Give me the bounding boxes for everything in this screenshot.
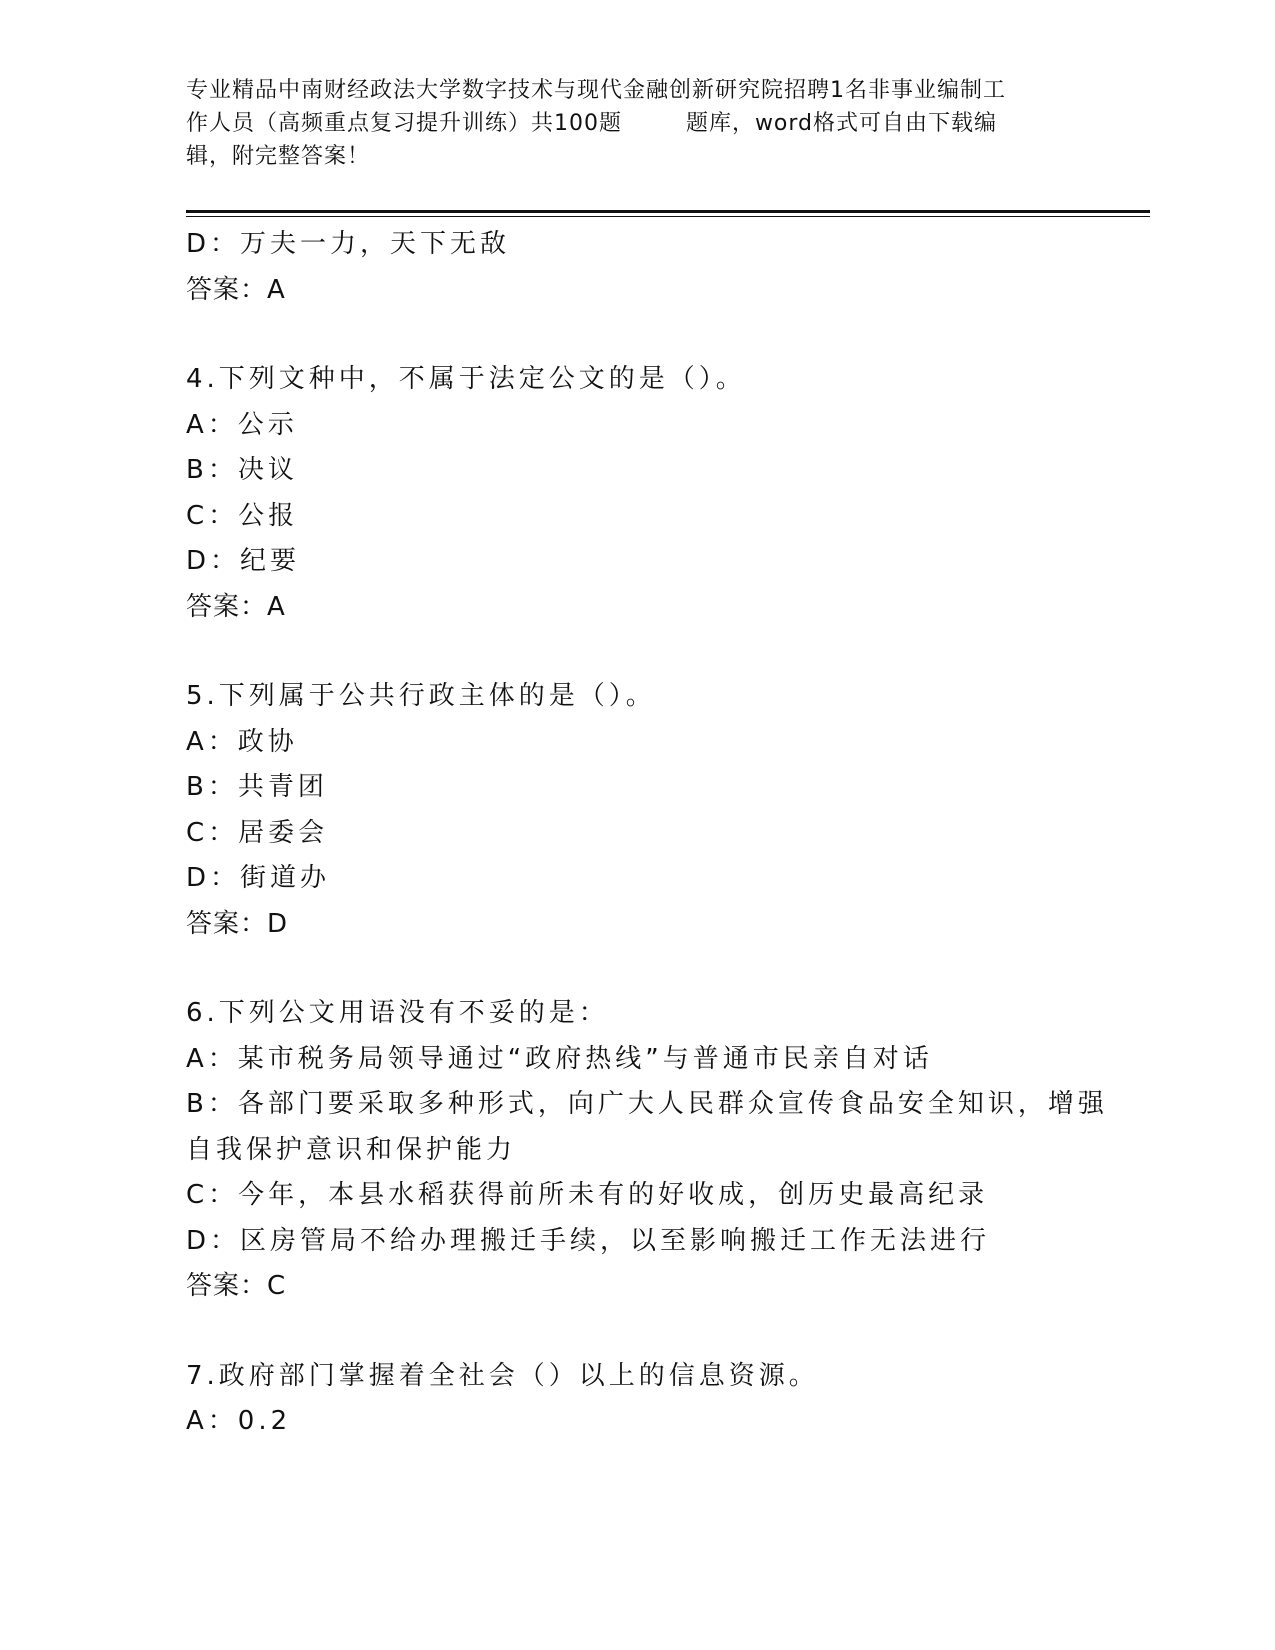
q4-option-d: D：纪要 (186, 546, 301, 576)
q5-option-c: C：居委会 (186, 817, 329, 848)
spacer (186, 630, 1086, 674)
header-divider-thin (186, 216, 1150, 217)
question-6 (186, 991, 1108, 1310)
question-list (186, 222, 1108, 1445)
q7-question: 7.政府部门掌握着全社会（）以上的信息资源。 (186, 1360, 819, 1391)
header-line-1: 专业精品中南财经政法大学数字技术与现代金融创新研究院招聘1名非事业编制工 (186, 78, 1006, 103)
q6-option-a: A：某市税务局领导通过“政府热线”与普通市民亲自对话 (186, 1043, 933, 1074)
q5-answer: 答案：D (186, 908, 289, 939)
q4-question: 4.下列文种中，不属于法定公文的是（）。 (186, 364, 746, 394)
q6-option-b-line-2: 自我保护意识和保护能力 (186, 1134, 517, 1165)
spacer (186, 313, 1086, 357)
question-5 (186, 674, 1086, 947)
q4-answer: 答案：A (186, 591, 286, 622)
question-3-tail (186, 222, 1086, 313)
q4-option-c: C：公报 (186, 500, 299, 531)
header-divider-thick (186, 210, 1150, 213)
q5-question: 5.下列属于公共行政主体的是（）。 (186, 681, 656, 711)
q6-option-b-line-1: B：各部门要采取多种形式，向广大人民群众宣传食品安全知识，增强 (186, 1089, 1108, 1119)
q7-option-a: A：0.2 (186, 1406, 292, 1436)
q6-option-d: D：区房管局不给办理搬迁手续，以至影响搬迁工作无法进行 (186, 1225, 991, 1256)
q5-option-d: D：街道办 (186, 863, 331, 893)
spacer (186, 947, 1086, 991)
q4-option-b: B：决议 (186, 455, 298, 485)
q3-answer: 答案：A (186, 274, 286, 305)
q4-option-a: A：公示 (186, 409, 298, 440)
question-4 (186, 357, 1086, 630)
spacer (186, 1310, 1086, 1354)
q3-option-d: D：万夫一力，天下无敌 (186, 229, 511, 259)
q6-answer: 答案：C (186, 1271, 287, 1301)
q5-option-a: A：政协 (186, 726, 298, 757)
document-header (186, 74, 1086, 173)
question-7 (186, 1354, 1086, 1445)
q6-option-c: C：今年，本县水稻获得前所未有的好收成，创历史最高纪录 (186, 1180, 989, 1210)
header-line-3: 辑，附完整答案！ (186, 144, 371, 169)
header-line-2: 作人员（高频重点复习提升训练）共100题 题库，word格式可自由下载编 (186, 111, 998, 136)
q5-option-b: B：共青团 (186, 772, 328, 802)
q6-question: 6.下列公文用语没有不妥的是： (186, 998, 609, 1028)
